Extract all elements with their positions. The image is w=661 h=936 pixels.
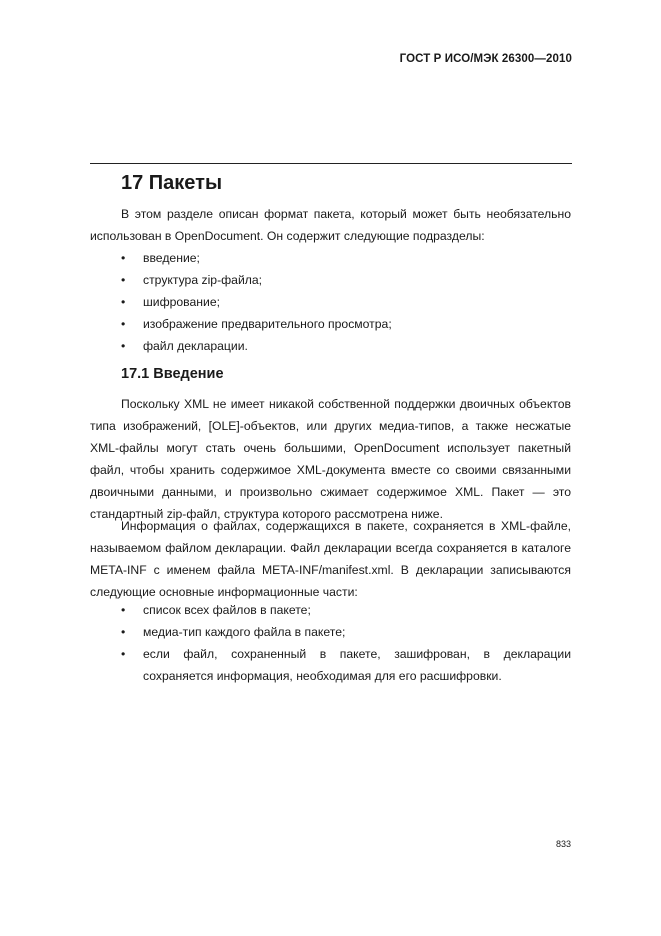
- list-item: • шифрование;: [90, 291, 571, 313]
- list-item: • структура zip-файла;: [90, 269, 571, 291]
- section-title: 17 Пакеты: [121, 172, 223, 194]
- manifest-contents-list: [90, 599, 571, 687]
- bullet-icon: •: [121, 625, 126, 639]
- subsection-title: 17.1 Введение: [121, 366, 224, 382]
- subsection-paragraph-1: Поскольку XML не имеет никакой собственной поддержки двоичных объектов типа изображений, [OLE]-объектов, или других медиа-типов, а также несжатые XML-файлы могут стать очень большими, OpenDocument использует пакетный файл, чтобы хранить содержимое XML-документа вместе со своими связанными двоичными данными, и произвольно сжимает содержимое XML. Пакет — это стандартный zip-файл, структура которого рассмотрена ниже.: [90, 397, 571, 521]
- page-number: 833: [555, 839, 571, 849]
- bullet-icon: •: [121, 317, 126, 331]
- bullet-icon: •: [121, 603, 126, 617]
- bullet-icon: •: [121, 273, 126, 287]
- list-item: • файл декларации.: [90, 335, 571, 357]
- section-contents-list: [90, 247, 571, 357]
- section-divider: [90, 163, 572, 164]
- list-item: • введение;: [90, 247, 571, 269]
- document-standard-header: ГОСТ Р ИСО/МЭК 26300—2010: [399, 53, 572, 65]
- subsection-paragraph-2: Информация о файлах, содержащихся в пакете, сохраняется в XML-файле, называемом файлом декларации. Файл декларации всегда сохраняется в каталоге META-INF с именем файла META-INF/manifest.xml. В декларации записываются следующие основные информационные части:: [90, 519, 571, 599]
- list-item: • список всех файлов в пакете;: [90, 599, 571, 621]
- list-item: • медиа-тип каждого файла в пакете;: [90, 621, 571, 643]
- bullet-icon: •: [121, 251, 126, 265]
- bullet-icon: •: [121, 647, 126, 661]
- list-item: • если файл, сохраненный в пакете, зашифрован, в декларации сохраняется информация, необходимая для его расшифровки.: [90, 643, 571, 687]
- list-item: • изображение предварительного просмотра;: [90, 313, 571, 335]
- bullet-icon: •: [121, 339, 126, 353]
- bullet-icon: •: [121, 295, 126, 309]
- section-intro-paragraph: В этом разделе описан формат пакета, который может быть необязательно использован в OpenDocument. Он содержит следующие подразделы:: [90, 207, 571, 243]
